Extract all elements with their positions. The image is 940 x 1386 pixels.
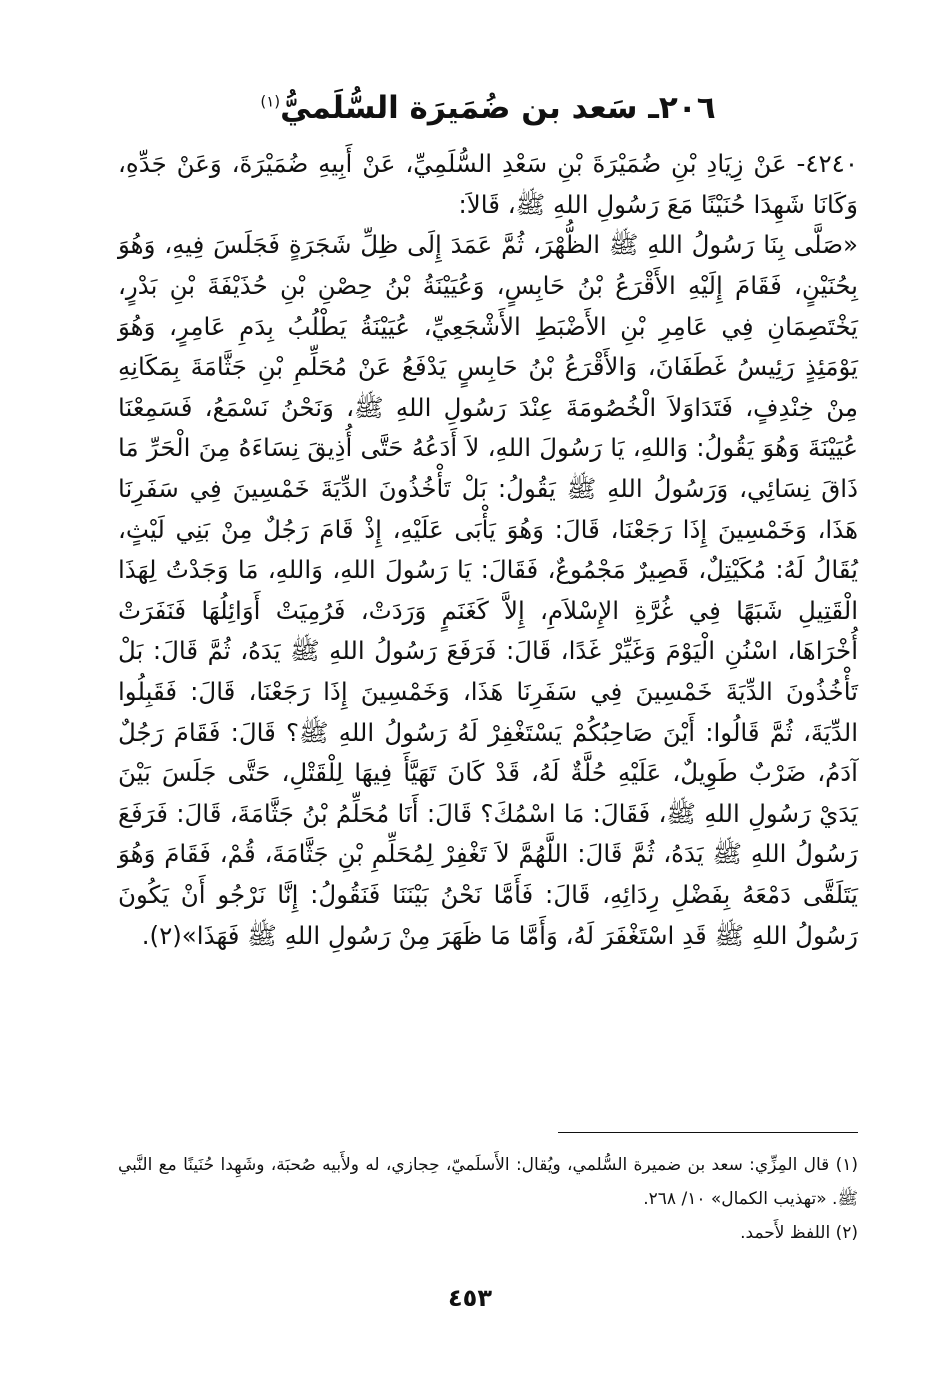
section-title-text: ٢٠٦ـ سَعد بن ضُمَيرَة السُّلَميُّ xyxy=(280,90,716,126)
hadith-isnad: ٤٢٤٠- عَنْ زِيَادِ بْنِ ضُمَيْرَةَ بْنِ سَعْدِ السُّلَمِيِّ، عَنْ أَبِيهِ ضُمَيْرَةَ، وَعَنْ جَدِّهِ، وَكَانَا شَهِدَا حُنَيْنًا مَعَ رَسُولِ اللهِ ﷺ، قَالاَ: xyxy=(118,149,858,219)
hadith-number: ٤٢٤٠ xyxy=(805,149,858,179)
matn-text: «صَلَّى بِنَا رَسُولُ اللهِ ﷺ الظُّهْرَ، ثُمَّ عَمَدَ إِلَى ظِلِّ شَجَرَةٍ فَجَلَسَ فِيهِ، وَهُوَ بِحُنَيْنٍ، فَقَامَ إِلَيْهِ الأَقْرَعُ بْنُ حَابِسٍ، وَعُيَيْنَةُ بْنُ حِصْنِ بْنِ حُذَيْفَةَ بْنِ بَدْرٍ، يَخْتَصِمَانِ فِي عَامِرِ بْنِ الأَضْبَطِ الأَشْجَعِيِّ، عُيَيْنَةُ يَطْلُبُ بِدَمِ عَامِرٍ، وَهُوَ يَوْمَئِذٍ رَئِيسُ غَطَفَانَ، وَالأَقْرَعُ بْنُ حَابِسٍ يَدْفَعُ عَنْ مُحَلِّمِ بْنِ جَثَّامَةَ بِمَكَانِهِ مِنْ خِنْدِفٍ، فَتَدَاوَلاَ الْخُصُومَةَ عِنْدَ رَسُولِ اللهِ ﷺ، وَنَحْنُ نَسْمَعُ، فَسَمِعْنَا عُيَيْنَةَ وَهُوَ يَقُولُ: وَاللهِ، يَا رَسُولَ اللهِ، لاَ أَدَعُهُ حَتَّى أُذِيقَ نِسَاءَهُ مِنَ الْحَرِّ مَا ذَاقَ نِسَائِي، وَرَسُولُ اللهِ ﷺ يَقُولُ: بَلْ تَأْخُذُونَ الدِّيَةَ خَمْسِينَ فِي سَفَرِنَا هَذَا، وَخَمْسِينَ إِذَا رَجَعْنَا، قَالَ: وَهُوَ يَأْبَى عَلَيْهِ، إِذْ قَامَ رَجُلٌ مِنْ بَنِي لَيْثٍ، يُقَالُ لَهُ: مُكَيْتِلٌ، قَصِيرٌ مَجْمُوعٌ، فَقَالَ: يَا رَسُولَ اللهِ، وَاللهِ، مَا وَجَدْتُ لِهَذَا الْقَتِيلِ شَبَهًا فِي غُرَّةِ الإِسْلاَمِ، إِلاَّ كَغَنَمٍ وَرَدَتْ، فَرُمِيَتْ أَوَائِلُهَا فَنَفَرَتْ أُخْرَاهَا، اسْنُنِ الْيَوْمَ وَغَيِّرْ غَدًا، قَالَ: فَرَفَعَ رَسُولُ اللهِ ﷺ يَدَهُ، ثُمَّ قَالَ: بَلْ تَأْخُذُونَ الدِّيَةَ خَمْسِينَ فِي سَفَرِنَا هَذَا، وَخَمْسِينَ إِذَا رَجَعْنَا، قَالَ: فَقَبِلُوا الدِّيَةَ، ثُمَّ قَالُوا: أَيْنَ صَاحِبُكُمْ يَسْتَغْفِرْ لَهُ رَسُولُ اللهِ ﷺ؟ قَالَ: فَقَامَ رَجُلٌ آدَمُ، ضَرْبٌ طَوِيلٌ، عَلَيْهِ حُلَّةٌ لَهُ، قَدْ كَانَ تَهَيَّأَ فِيهَا لِلْقَتْلِ، حَتَّى جَلَسَ بَيْنَ يَدَيْ رَسُولِ اللهِ ﷺ، فَقَالَ: مَا اسْمُكَ؟ قَالَ: أَنَا مُحَلِّمُ بْنُ جَثَّامَةَ، قَالَ: فَرَفَعَ رَسُولُ اللهِ ﷺ يَدَهُ، ثُمَّ قَالَ: اللَّهُمَّ لاَ تَغْفِرْ لِمُحَلِّمِ بْنِ جَثَّامَةَ، قُمْ، فَقَامَ وَهُوَ يَتَلَقَّى دَمْعَهُ بِفَضْلِ رِدَائِهِ، قَالَ: فَأَمَّا نَحْنُ بَيْنَنَا فَنَقُولُ: إِنَّا نَرْجُو أَنْ يَكُونَ رَسُولُ اللهِ ﷺ قَدِ اسْتَغْفَرَ لَهُ، وَأَمَّا مَا ظَهَرَ مِنْ رَسُولِ اللهِ ﷺ فَهَذَا» xyxy=(118,230,858,950)
footnote-marker: (١) xyxy=(835,1155,858,1175)
section-title xyxy=(118,88,858,128)
title-footnote-ref: (١) xyxy=(260,92,281,111)
matn-footnote-ref: (٢). xyxy=(141,920,182,950)
hadith-block xyxy=(118,144,858,956)
footnote-separator xyxy=(558,1132,858,1133)
footnote-text: اللفظ لأَحمد. xyxy=(740,1223,831,1243)
footnote-marker: (٢) xyxy=(835,1223,858,1243)
page-number: ٤٥٣ xyxy=(448,1284,492,1312)
hadith-matn xyxy=(118,225,858,956)
footnotes xyxy=(118,1148,858,1250)
footnote-item xyxy=(118,1216,858,1250)
footnote-text: قال المِزِّي: سعد بن ضميرة السُّلمي، ويُقال: الأَسلَميّ، حِجازي، له ولأَبيه صُحبَة، وشَهِدا حُنَينًا مع النَّبي ﷺ. «تهذيب الكمال» ١٠/ ٢٦٨. xyxy=(118,1155,858,1209)
isnad-text: عَنْ زِيَادِ بْنِ ضُمَيْرَةَ بْنِ سَعْدِ السُّلَمِيِّ، عَنْ أَبِيهِ ضُمَيْرَةَ، وَعَنْ جَدِّهِ، وَكَانَا شَهِدَا حُنَيْنًا مَعَ رَسُولِ اللهِ ﷺ، قَالاَ: xyxy=(118,149,858,219)
footnote-item xyxy=(118,1148,858,1216)
